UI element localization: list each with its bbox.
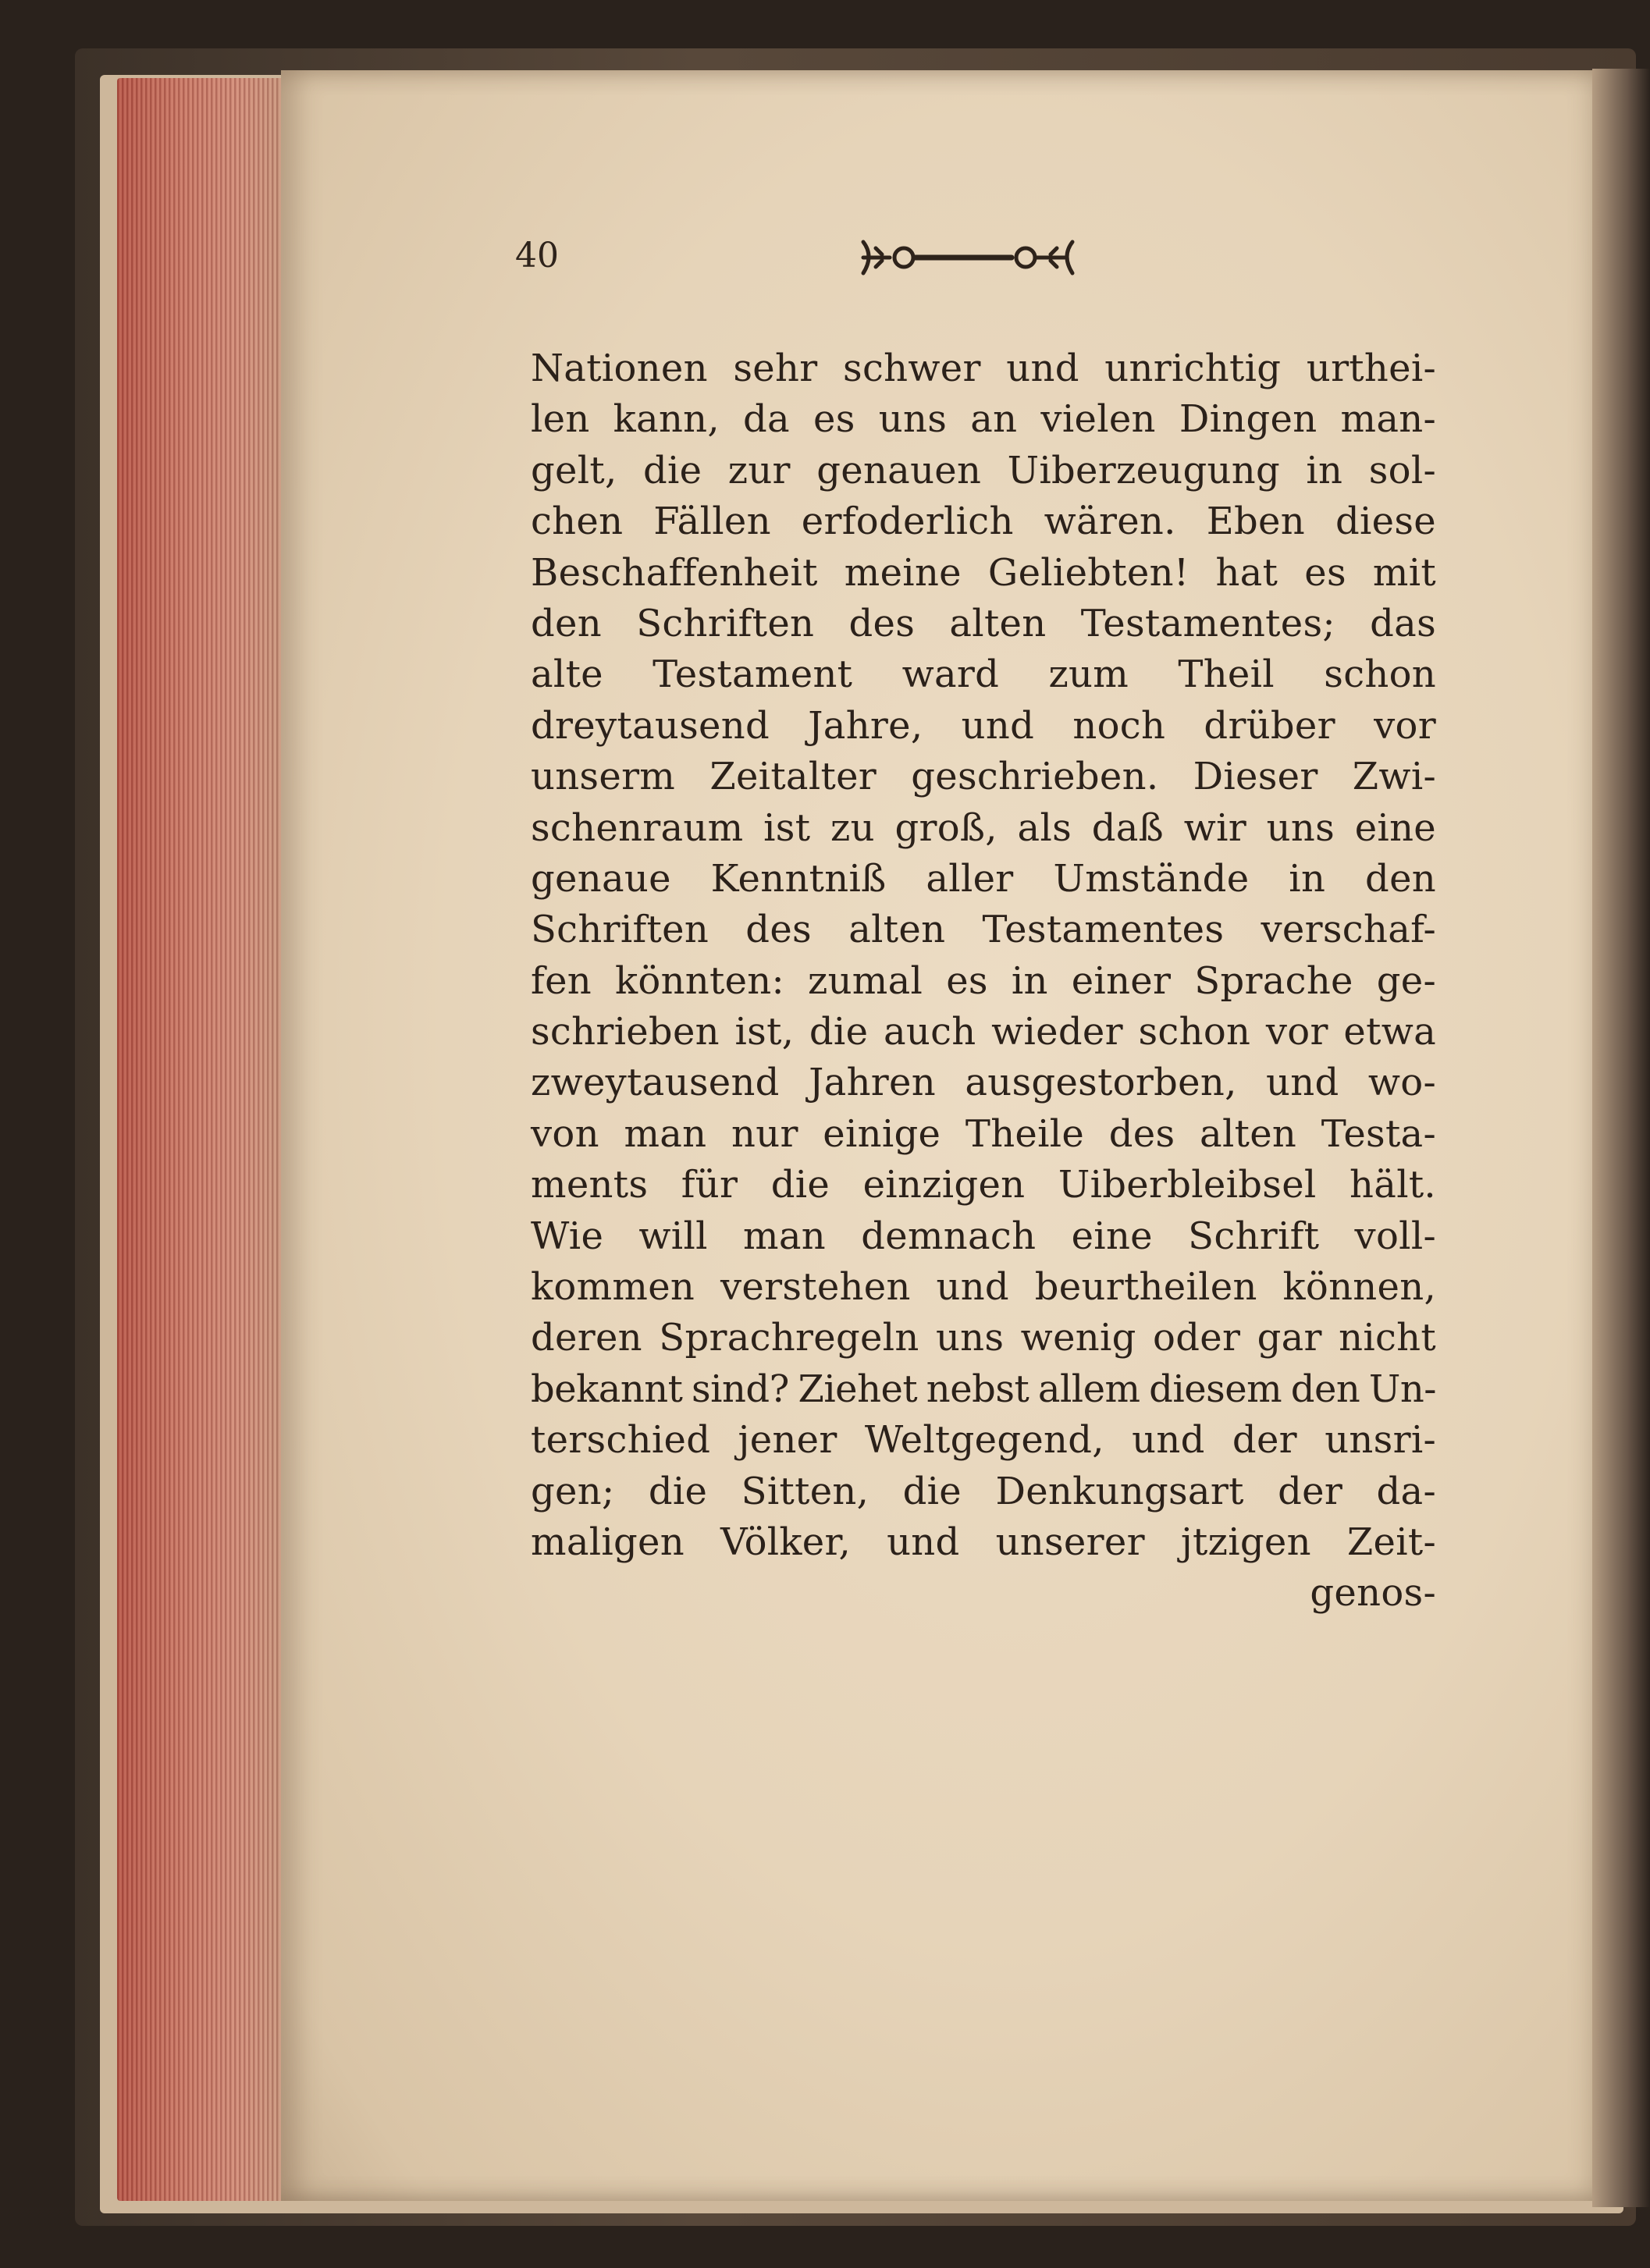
text-line: den Schriften des alten Testamentes; das xyxy=(531,601,1436,645)
text-line: maligen Völker, und unserer jtzigen Zeit- xyxy=(531,1520,1436,1564)
text-line: Schriften des alten Testamentes verschaf- xyxy=(531,908,1436,952)
text-line: kommen verstehen und beurtheilen können, xyxy=(531,1265,1436,1310)
text-line: fen könnten: zumal es in einer Sprache ge- xyxy=(531,958,1436,1003)
text-line: ments für die einzigen Uiberbleibsel hält. xyxy=(531,1163,1436,1207)
text-line: schrieben ist, die auch wieder schon vor etwa xyxy=(531,1010,1436,1054)
text-line: terschied jener Weltgegend, und der unsri- xyxy=(531,1418,1436,1463)
text-line: zweytausend Jahren ausgestorben, und wo- xyxy=(531,1061,1436,1105)
text-line: len kann, da es uns an vielen Dingen man- xyxy=(531,397,1436,442)
text-line: alte Testament ward zum Theil schon xyxy=(531,652,1436,697)
page-edges xyxy=(117,78,297,2201)
text-line: Nationen sehr schwer und unrichtig urthei- xyxy=(531,347,1436,390)
text-line: gen; die Sitten, die Denkungsart der da- xyxy=(531,1469,1436,1513)
text-line: Beschaffenheit meine Geliebten! hat es mit xyxy=(531,550,1436,595)
text-line: gelt, die zur genauen Uiberzeugung in sol- xyxy=(531,448,1436,492)
catchword: genos- xyxy=(1310,1571,1436,1616)
text-line: schenraum ist zu groß, als daß wir uns eine xyxy=(531,805,1436,850)
running-head xyxy=(515,226,1421,297)
ornamental-rule-icon xyxy=(852,226,1086,289)
text-line: Wie will man demnach eine Schrift voll- xyxy=(531,1214,1436,1258)
text-line: von man nur einige Theile des alten Testa- xyxy=(531,1111,1436,1156)
page-number: 40 xyxy=(515,236,559,276)
gutter-shadow xyxy=(1592,69,1650,2207)
text-line: unserm Zeitalter geschrieben. Dieser Zwi- xyxy=(531,755,1436,799)
text-line: genaue Kenntniß aller Umstände in den xyxy=(531,856,1436,901)
text-block xyxy=(531,343,1436,1619)
text-line: chen Fällen erfoderlich wären. Eben diese xyxy=(531,499,1436,544)
text-line: dreytausend Jahre, und noch drüber vor xyxy=(531,703,1436,748)
text-line: deren Sprachregeln uns wenig oder gar nicht xyxy=(531,1316,1436,1360)
text-line: bekannt sind? Ziehet nebst allem diesem den Un- xyxy=(531,1367,1436,1411)
